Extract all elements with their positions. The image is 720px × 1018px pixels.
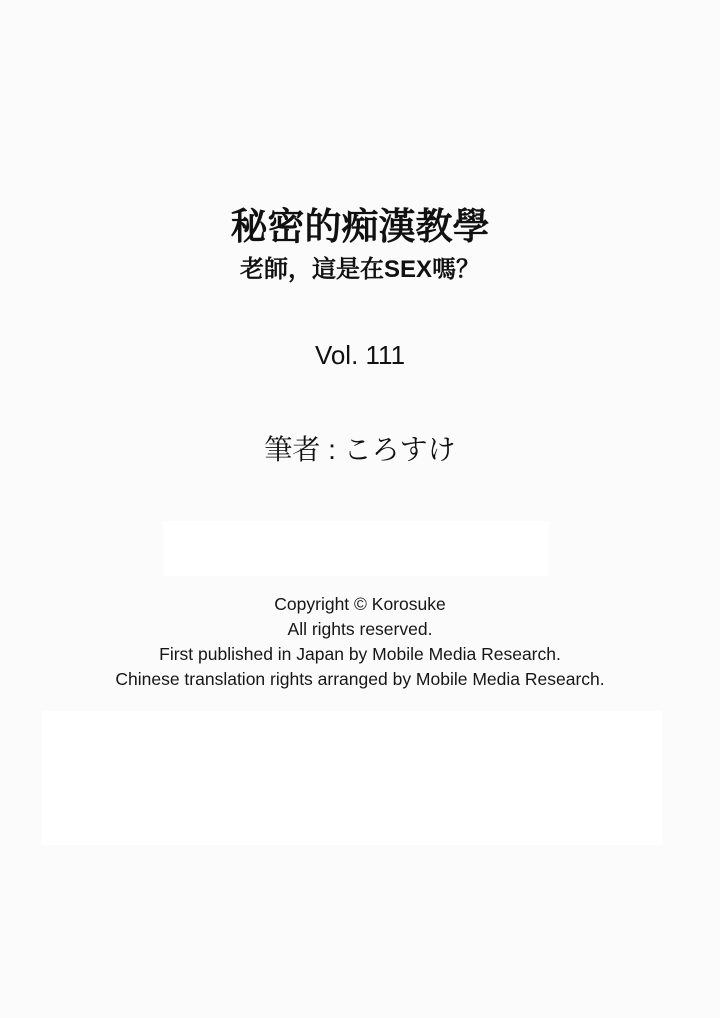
series-subtitle: 老師，這是在SEX嗎？: [239, 256, 481, 283]
copyright-line-4: Chinese translation rights arranged by Mobile Media Research.: [115, 669, 605, 689]
copyright-line-1: Copyright © Korosuke: [274, 594, 446, 614]
author-credit: 筆者 : ころすけ: [264, 434, 456, 465]
copyright-line-2: All rights reserved.: [287, 619, 433, 639]
blank-panel-middle: [163, 521, 549, 576]
copyright-block: [0, 592, 720, 692]
volume-number: Vol. 111: [314, 340, 406, 370]
series-title: 秘密的痴漢教學: [230, 206, 490, 247]
copyright-line-3: First published in Japan by Mobile Media Research.: [159, 644, 561, 664]
blank-panel-bottom: [42, 711, 662, 845]
